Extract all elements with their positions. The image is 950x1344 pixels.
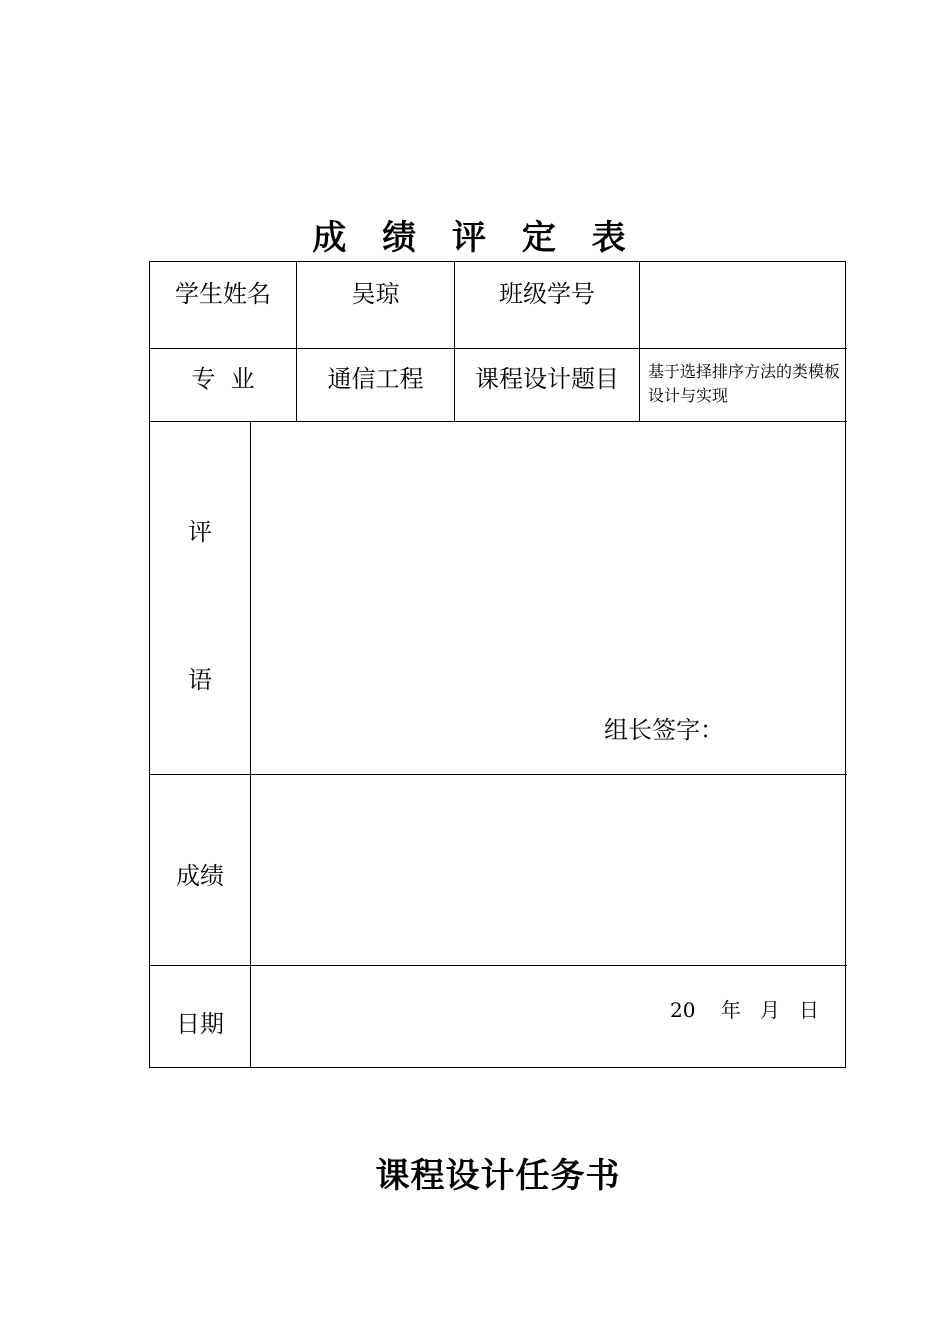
row-divider bbox=[150, 774, 847, 775]
date-value: 20 年 月 日 bbox=[670, 998, 820, 1022]
form-title: 成 绩 评 定 表 bbox=[312, 218, 638, 258]
signature-label: 组长签字： bbox=[604, 716, 724, 744]
task-book-title: 课程设计任务书 bbox=[375, 1156, 621, 1196]
class-id-label: 班级学号 bbox=[499, 280, 595, 308]
topic-value: 基于选择排序方法的类模板设计与实现 bbox=[648, 362, 841, 405]
topic-label: 课程设计题目 bbox=[475, 365, 619, 393]
row-divider bbox=[150, 421, 847, 422]
student-name-label: 学生姓名 bbox=[175, 280, 271, 308]
row-divider bbox=[150, 965, 847, 966]
row-divider bbox=[150, 348, 847, 349]
comment-label-bottom: 语 bbox=[188, 666, 212, 694]
date-label: 日期 bbox=[176, 1010, 224, 1038]
major-label: 专 业 bbox=[191, 365, 255, 393]
evaluation-table bbox=[149, 261, 846, 1068]
column-divider bbox=[639, 262, 640, 421]
student-name-value: 吴琼 bbox=[351, 280, 400, 308]
comment-label-top: 评 bbox=[188, 518, 212, 546]
major-value: 通信工程 bbox=[327, 365, 424, 393]
column-divider bbox=[250, 421, 251, 1068]
score-label: 成绩 bbox=[176, 862, 224, 890]
